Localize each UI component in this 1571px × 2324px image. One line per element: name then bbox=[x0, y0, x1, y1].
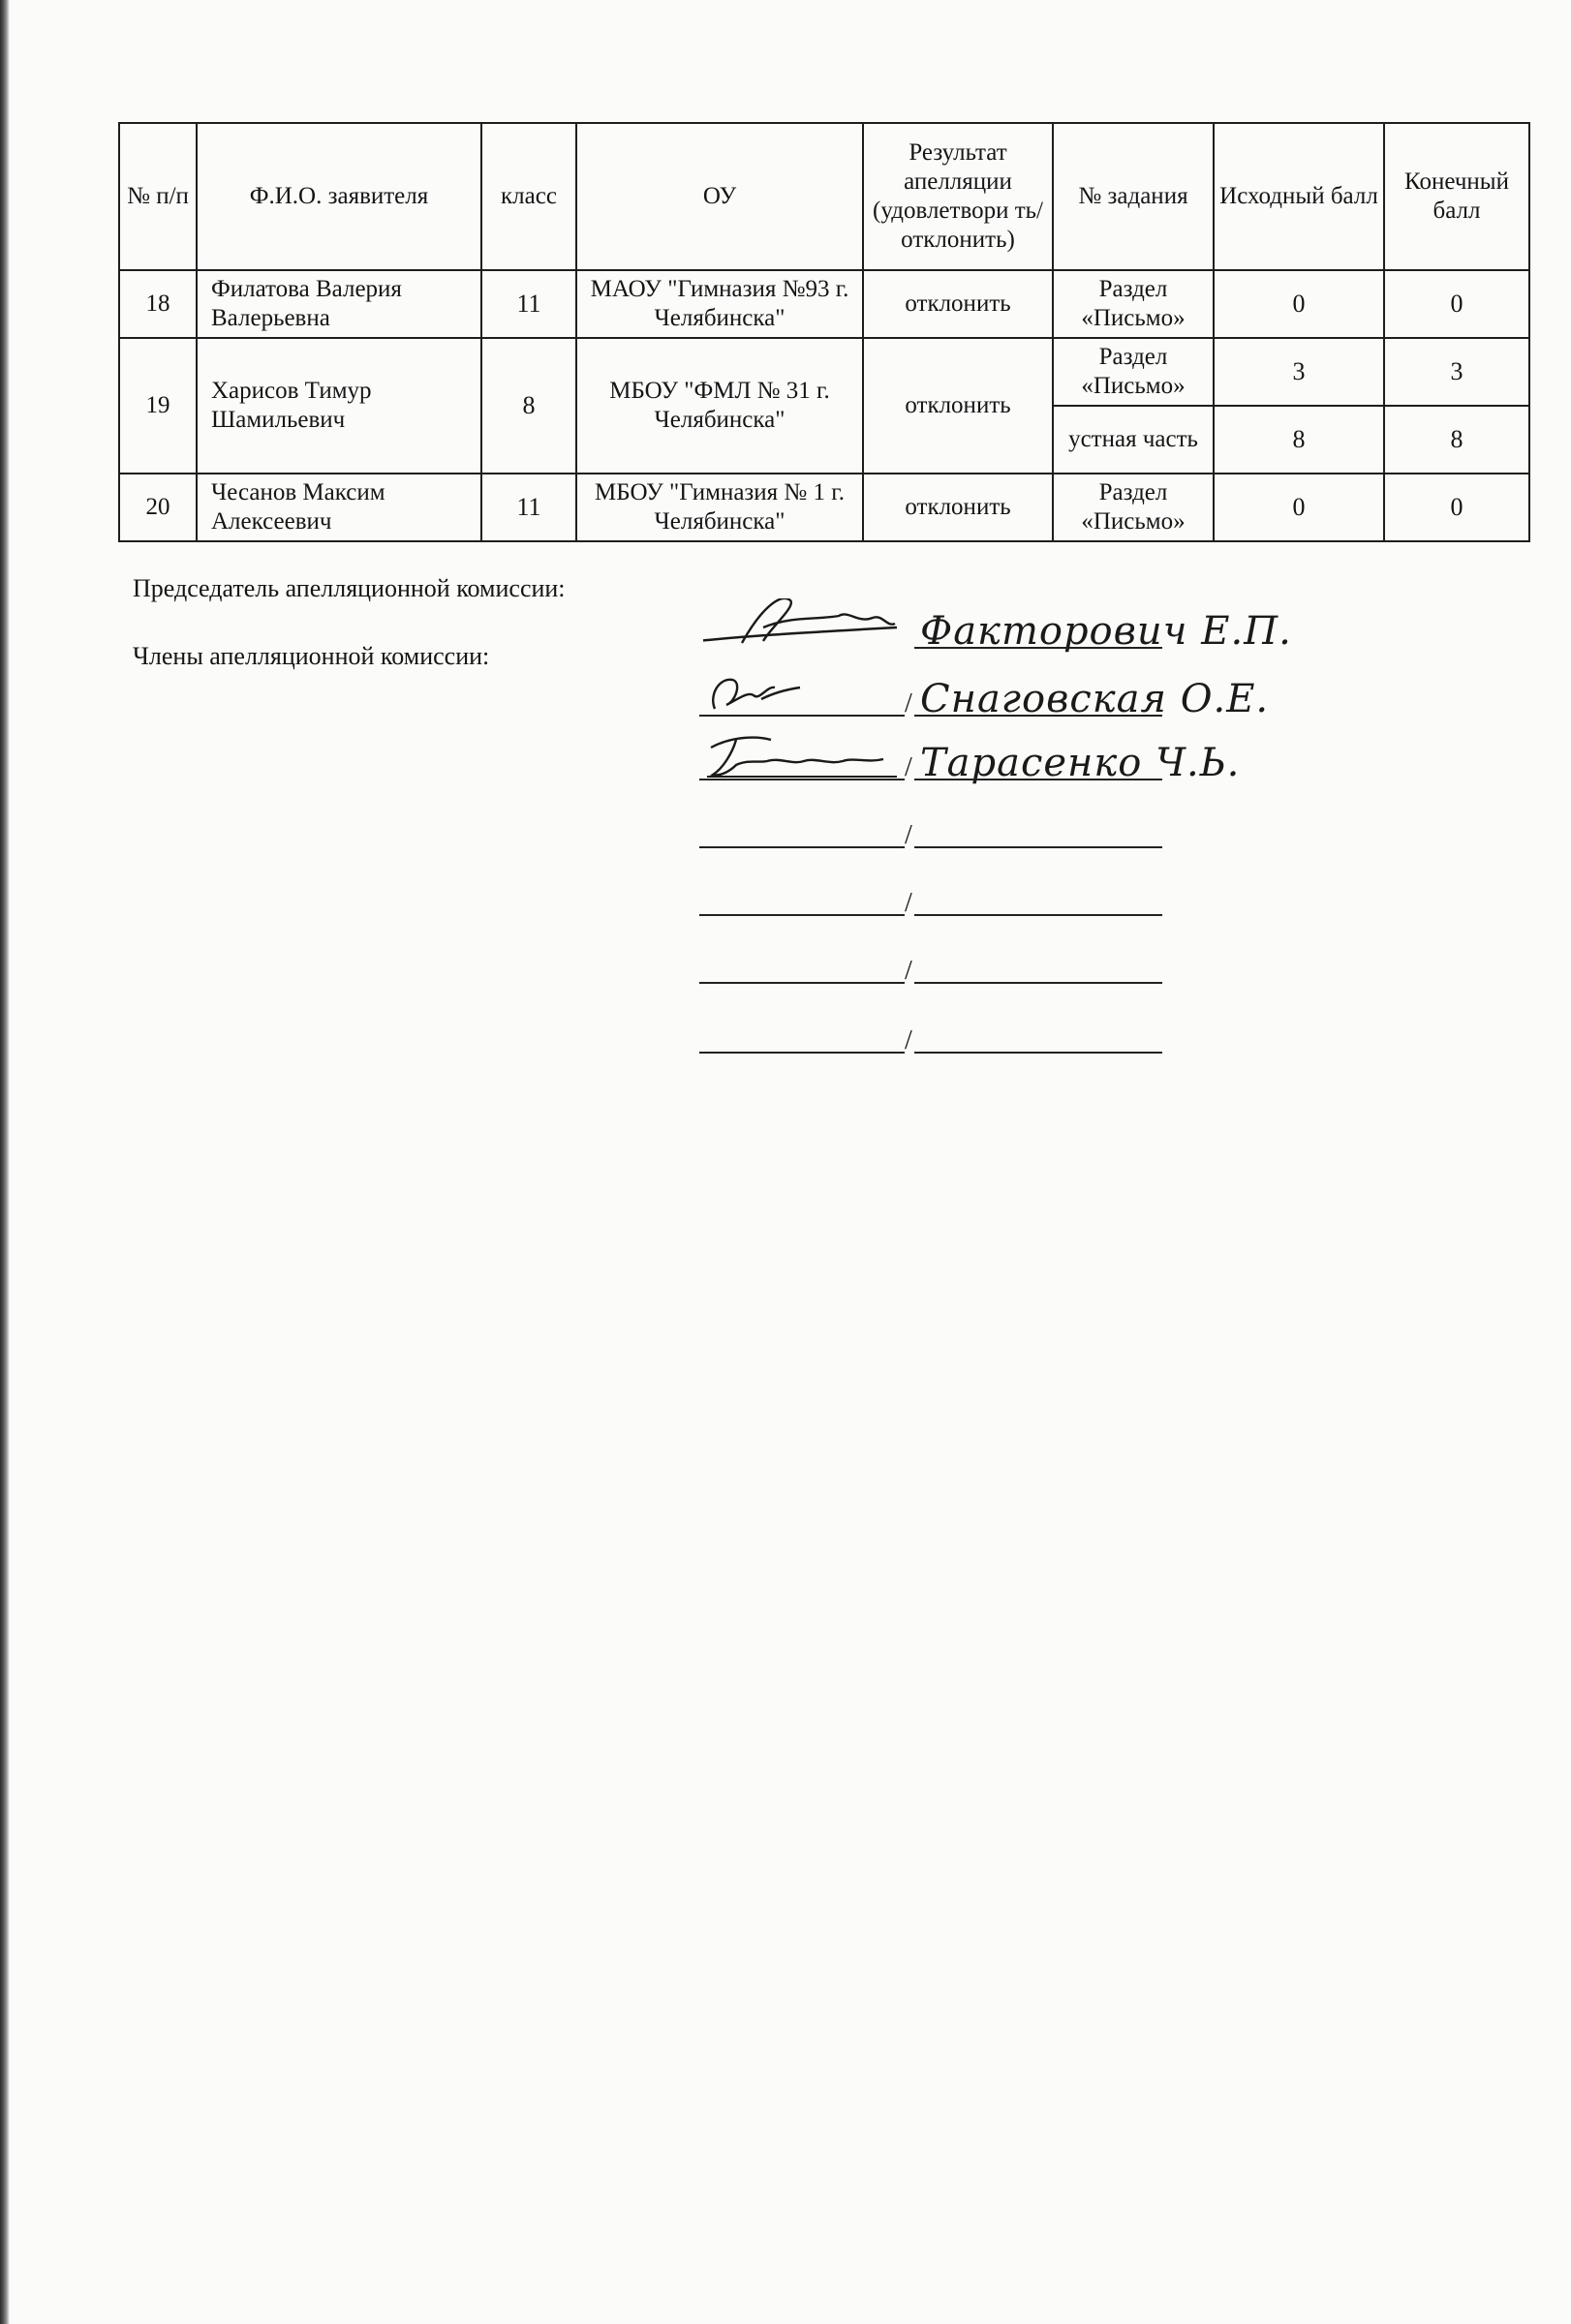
chairman-handwritten-name: Факторович Е.П. bbox=[920, 609, 1292, 654]
cell-initial-score: 0 bbox=[1214, 474, 1384, 541]
empty-signature-row bbox=[699, 928, 1358, 984]
cell-grade: 8 bbox=[481, 338, 576, 474]
table-row bbox=[119, 270, 1529, 338]
member-signature-mark bbox=[703, 730, 897, 779]
cell-task: устная часть bbox=[1053, 406, 1214, 474]
table-row bbox=[119, 474, 1529, 541]
header-grade: класс bbox=[481, 123, 576, 270]
cell-final-score: 3 bbox=[1384, 338, 1529, 406]
header-result: Результат апелляции (удовлетвори ть/отклонить) bbox=[863, 123, 1053, 270]
cell-num: 18 bbox=[119, 270, 197, 338]
cell-result: отклонить bbox=[863, 270, 1053, 338]
member-name-line bbox=[914, 715, 1162, 717]
name-line bbox=[914, 846, 1162, 848]
separator-slash: / bbox=[905, 820, 912, 850]
cell-result: отклонить bbox=[863, 474, 1053, 541]
member-signature-line bbox=[699, 779, 905, 780]
name-line bbox=[914, 982, 1162, 984]
cell-task: Раздел «Письмо» bbox=[1053, 338, 1214, 406]
table-row bbox=[119, 338, 1529, 406]
member-handwritten-name: Тарасенко Ч.Ь. bbox=[920, 741, 1241, 785]
empty-signature-row bbox=[699, 997, 1358, 1054]
signature-line bbox=[699, 914, 905, 916]
header-school: ОУ bbox=[576, 123, 863, 270]
cell-name: Харисов Тимур Шамильевич bbox=[197, 338, 481, 474]
cell-school: МБОУ "ФМЛ № 31 г. Челябинска" bbox=[576, 338, 863, 474]
separator-slash: / bbox=[905, 956, 912, 986]
cell-num: 19 bbox=[119, 338, 197, 474]
separator-slash: / bbox=[905, 688, 912, 719]
empty-signature-row bbox=[699, 792, 1358, 848]
cell-final-score: 8 bbox=[1384, 406, 1529, 474]
member-signature-line bbox=[699, 715, 905, 717]
header-final-score: Конечный балл bbox=[1384, 123, 1529, 270]
signature-line bbox=[699, 1052, 905, 1054]
cell-task: Раздел «Письмо» bbox=[1053, 474, 1214, 541]
cell-name: Филатова Валерия Валерьевна bbox=[197, 270, 481, 338]
member-name-line bbox=[914, 779, 1162, 780]
header-initial-score: Исходный балл bbox=[1214, 123, 1384, 270]
separator-slash: / bbox=[905, 752, 912, 782]
cell-name: Чесанов Максим Алексеевич bbox=[197, 474, 481, 541]
name-line bbox=[914, 1052, 1162, 1054]
signature-line bbox=[699, 982, 905, 984]
header-task: № задания bbox=[1053, 123, 1214, 270]
member-signature-mark bbox=[703, 666, 897, 715]
members-label: Члены апелляционной комиссии: bbox=[133, 642, 490, 670]
cell-result: отклонить bbox=[863, 338, 1053, 474]
header-num: № п/п bbox=[119, 123, 197, 270]
chairman-label: Председатель апелляционной комиссии: bbox=[133, 574, 566, 602]
cell-task: Раздел «Письмо» bbox=[1053, 270, 1214, 338]
chairman-name-line bbox=[914, 647, 1162, 649]
cell-school: МБОУ "Гимназия № 1 г. Челябинска" bbox=[576, 474, 863, 541]
cell-initial-score: 3 bbox=[1214, 338, 1384, 406]
cell-school: МАОУ "Гимназия №93 г. Челябинска" bbox=[576, 270, 863, 338]
appeals-table bbox=[118, 122, 1530, 542]
cell-initial-score: 8 bbox=[1214, 406, 1384, 474]
member-signature-row bbox=[699, 724, 1358, 785]
chairman-signature-row bbox=[699, 593, 1358, 654]
cell-final-score: 0 bbox=[1384, 270, 1529, 338]
cell-grade: 11 bbox=[481, 270, 576, 338]
signature-line bbox=[699, 846, 905, 848]
member-handwritten-name: Снаговская О.Е. bbox=[920, 677, 1270, 721]
cell-initial-score: 0 bbox=[1214, 270, 1384, 338]
table-header-row bbox=[119, 123, 1529, 270]
cell-final-score: 0 bbox=[1384, 474, 1529, 541]
chairman-signature-mark bbox=[703, 598, 897, 647]
separator-slash: / bbox=[905, 888, 912, 918]
cell-grade: 11 bbox=[481, 474, 576, 541]
empty-signature-row bbox=[699, 860, 1358, 916]
cell-num: 20 bbox=[119, 474, 197, 541]
member-signature-row bbox=[699, 660, 1358, 721]
separator-slash: / bbox=[905, 1025, 912, 1055]
name-line bbox=[914, 914, 1162, 916]
scan-edge bbox=[0, 0, 10, 2324]
header-name: Ф.И.О. заявителя bbox=[197, 123, 481, 270]
